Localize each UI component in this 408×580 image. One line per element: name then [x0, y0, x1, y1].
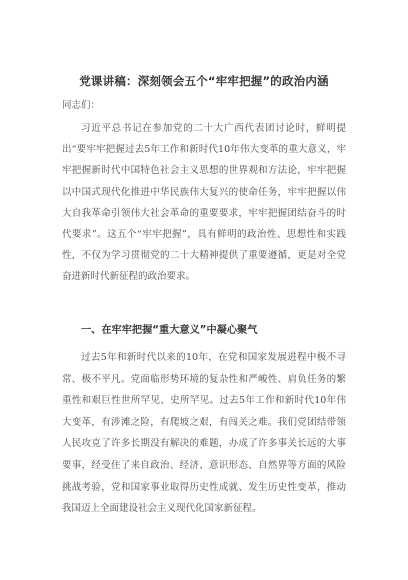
- paragraph-section1: 过去5年和新时代以来的10年，在党和国家发展进程中极不寻常、极不平凡。党面临形势环境的复杂性和严峻性、肩负任务的繁重性和艰巨性世所罕见、史所罕见。过去5年工作和新时代10年伟大变革，有涉滩之险，有爬坡之艰，有闯关之难。我们党团结带领人民攻克了许多长期没有解决的难题，办成了许多事关长远的大事要事，经受住了来自政治、经济、意识形态、自然界等方面的风险挑战考验，党和国家事业取得历史性成就、发生历史性变革，推动我国迈上全面建设社会主义现代化国家新征程。: [62, 352, 346, 515]
- section-heading: 一、在牢牢把握“重大意义”中凝心聚气: [81, 325, 258, 336]
- document-title: 党课讲稿：深刻领会五个“牢牢把握”的政治内涵: [79, 74, 329, 88]
- paragraph-intro: 习近平总书记在参加党的二十大广西代表团讨论时，鲜明提出“要牢牢把握过去5年工作和新时代10年伟大变革的重大意义，牢牢把握新时代中国特色社会主义思想的世界观和方法论，牢牢把握以中国式现代化推进中华民族伟大复兴的使命任务，牢牢把握以伟大自我革命引领伟大社会革命的重要要求，牢牢把握团结奋斗的时代要求”。这五个“牢牢把握”，具有鲜明的政治性、思想性和实践性，不仅为学习贯彻党的二十大精神提供了重要遵循，更是对全党奋进新时代新征程的政治要求。: [62, 123, 346, 283]
- greeting: 同志们：: [62, 100, 101, 111]
